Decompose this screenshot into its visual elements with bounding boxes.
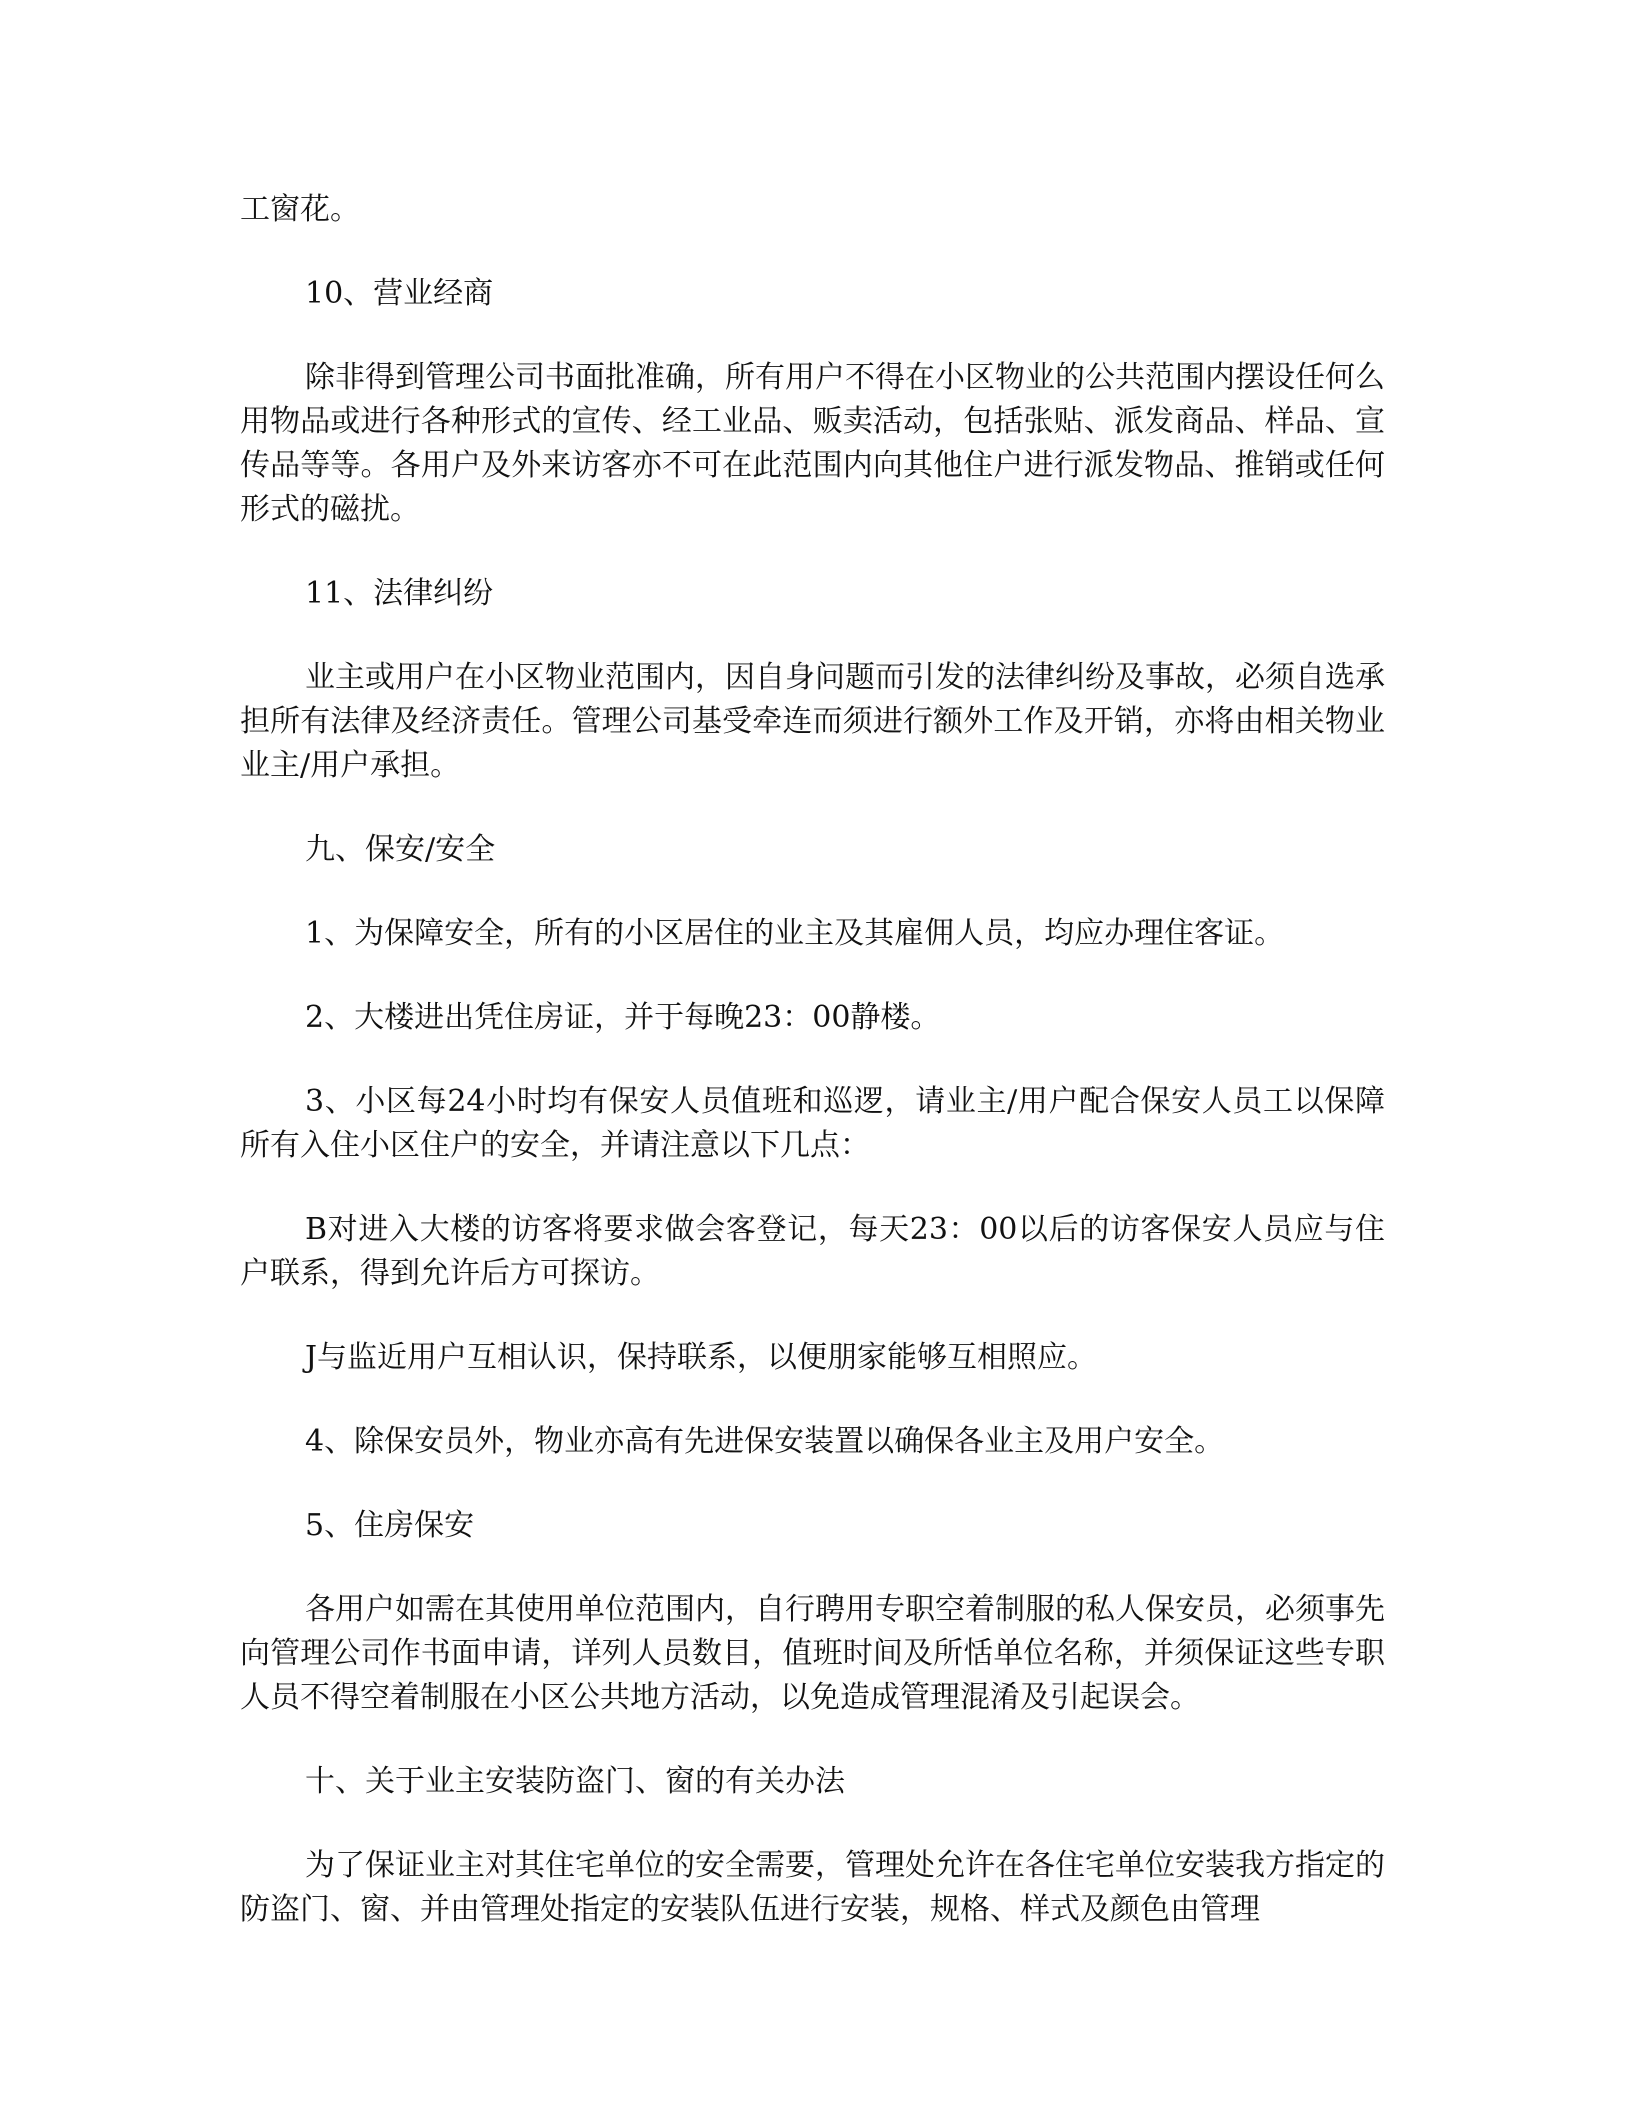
paragraph-security-item-2: 2、大楼进出凭住房证，并于每晚23：00静楼。 (305, 1000, 941, 1035)
chapter-heading-anti-theft: 十、关于业主安装防盗门、窗的有关办法 (305, 1764, 845, 1799)
paragraph-private-guards: 各用户如需在其使用单位范围内，自行聘用专职空着制服的私人保安员，必须事先向管理公司作书面申请，详列人员数目，值班时间及所恬单位名称，并须保证这些专职人员不得空着制服在小区公共地方活动，以免造成管理混淆及引起误会。 (240, 1592, 1385, 1715)
section-heading-legal: 11、法律纠纷 (305, 576, 494, 611)
paragraph-continuation: 工窗花。 (240, 192, 360, 227)
chapter-heading-security: 九、保安/安全 (305, 832, 496, 867)
paragraph-neighbor-contact: J与监近用户互相认识，保持联系，以便朋家能够互相照应。 (305, 1340, 1098, 1375)
section-heading-business: 10、营业经商 (305, 276, 494, 311)
paragraph-security-item-1: 1、为保障安全，所有的小区居住的业主及其雇佣人员，均应办理住客证。 (305, 916, 1285, 951)
paragraph-visitor-registration: B对进入大楼的访客将要求做会客登记，每天23：00以后的访客保安人员应与住户联系，得到允许后方可探访。 (240, 1212, 1385, 1291)
document-body (240, 188, 1385, 1972)
section-heading-residential-security: 5、住房保安 (305, 1508, 475, 1543)
paragraph-legal-disputes: 业主或用户在小区物业范围内，因自身问题而引发的法律纠纷及事故，必须自选承担所有法律及经济责任。管理公司基受牵连而须进行额外工作及开销，亦将由相关物业业主/用户承担。 (240, 660, 1385, 783)
paragraph-security-item-4: 4、除保安员外，物业亦高有先进保安装置以确保各业主及用户安全。 (305, 1424, 1225, 1459)
paragraph-business-rules: 除非得到管理公司书面批准确，所有用户不得在小区物业的公共范围内摆设任何么用物品或进行各种形式的宣传、经工业品、贩卖活动，包括张贴、派发商品、样品、宣传品等等。各用户及外来访客亦不可在此范围内向其他住户进行派发物品、推销或任何形式的磁扰。 (240, 360, 1385, 527)
paragraph-anti-theft-installation: 为了保证业主对其住宅单位的安全需要，管理处允许在各住宅单位安装我方指定的防盗门、窗、并由管理处指定的安装队伍进行安装，规格、样式及颜色由管理 (240, 1848, 1385, 1927)
paragraph-security-item-3: 3、小区每24小时均有保安人员值班和巡逻，请业主/用户配合保安人员工以保障所有入住小区住户的安全，并请注意以下几点： (240, 1084, 1385, 1163)
